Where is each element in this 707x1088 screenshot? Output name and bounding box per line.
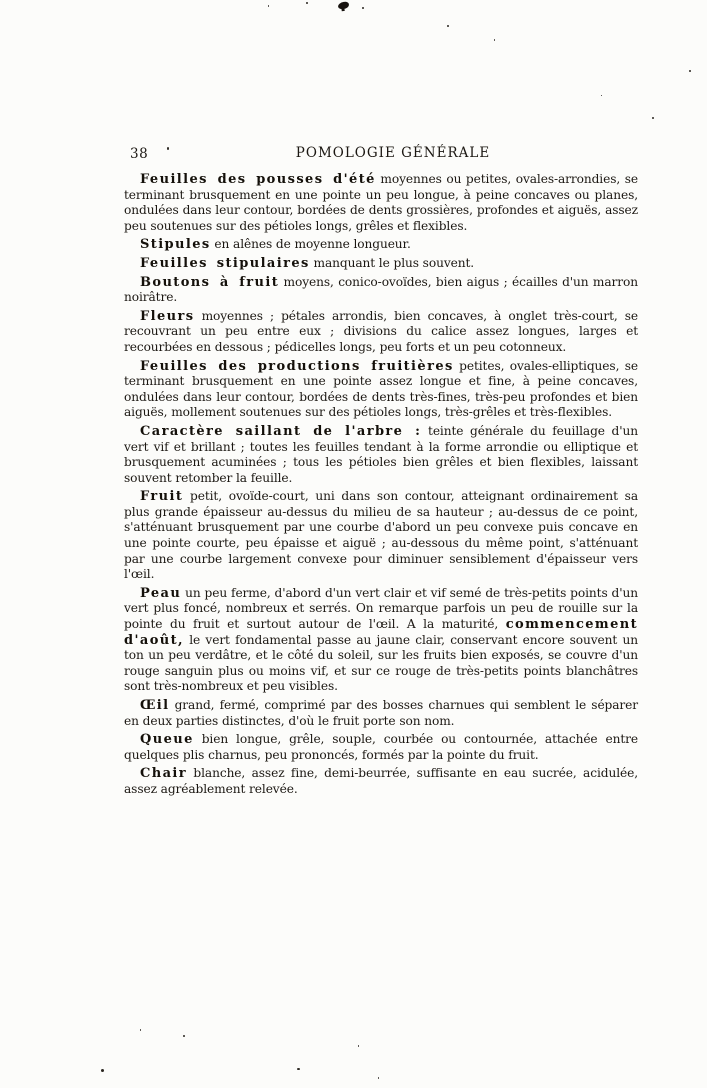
ink-speck (183, 1035, 185, 1037)
ink-speck (601, 95, 602, 96)
ink-speck (268, 5, 269, 7)
ink-speck (378, 1077, 379, 1079)
entry-stipules (124, 237, 638, 253)
entry-bold-inline: commencement d'août, (124, 617, 639, 648)
entry-term: Chair (140, 766, 188, 782)
entry-boutons-a-fruit (124, 275, 638, 306)
ink-blot (338, 1, 350, 9)
entry-feuilles-stipulaires (124, 256, 638, 272)
entry-term: Feuilles des pousses d'été (140, 172, 376, 187)
entry-term: Fleurs (140, 308, 195, 324)
ink-speck (297, 1068, 300, 1070)
entry-term: Fruit (140, 489, 184, 505)
entry-feuilles-des-pousses-dete (124, 172, 638, 234)
entry-term: Caractère saillant de l'arbre : (140, 423, 422, 439)
entry-term: Œil (140, 698, 170, 713)
entry-queue (124, 732, 638, 763)
running-title: POMOLOGIE GÉNÉRALE (295, 145, 491, 161)
entry-term: Queue (140, 732, 194, 748)
entry-text: bien longue, grêle, souple, courbée ou contournée, attachée entre quelques plis charnus, peu prononcés, formés par la pointe du fruit. (124, 732, 638, 762)
entry-term: Stipules (140, 237, 211, 253)
ink-speck (494, 39, 495, 41)
ink-speck (358, 1045, 359, 1047)
entry-text: moyens, conico-ovoïdes, bien aigus ; écailles d'un marron noirâtre. (124, 274, 638, 305)
ink-speck (101, 1069, 104, 1072)
ink-speck (140, 1029, 141, 1031)
ink-speck (362, 7, 364, 9)
entry-term: Peau (140, 585, 182, 601)
text-block (124, 172, 638, 798)
entry-text: en alênes de moyenne longueur. (214, 237, 411, 252)
entry-feuilles-des-productions-fruitieres (124, 359, 638, 421)
ink-speck (652, 117, 654, 119)
entry-term: Feuilles des productions fruitières (140, 358, 454, 374)
entry-chair (124, 766, 638, 797)
entry-term: Boutons à fruit (140, 274, 280, 290)
ink-speck (689, 70, 691, 72)
entry-text: petites, ovales-elliptiques, se terminant brusquement en une pointe assez longue et fine, à peine concaves, ondulées dans leur contour, bordées de dents très-fines, très-peu profondes et bien aiguës, mollement soutenues sur des pétioles longs, très-grêles et très-flexibles. (124, 358, 639, 420)
entry-text: manquant le plus souvent. (313, 255, 475, 270)
entry-text: un peu ferme, d'abord d'un vert clair et vif semé de très-petits points d'un vert plus foncé, nombreux et serrés. On remarque parfois un peu de rouille sur la pointe du fruit et surtout autour de l'œil. A la maturité, (124, 585, 639, 632)
entry-caractere-saillant-de-larbre (124, 424, 638, 486)
entry-text: petit, ovoïde-court, uni dans son contour, atteignant ordinairement sa plus grande épaisseur au-dessus du milieu de sa hauteur ; au-dessus de ce point, s'atténuant brusquement par une courbe d'abord un peu convexe puis concave en une pointe courte, peu épaisse et aiguë ; au-dessous du même point, s'atténuant par une courbe largement convexe pour diminuer sensiblement d'épaisseur vers l'œil. (124, 489, 638, 582)
ink-speck (306, 2, 308, 4)
page-header (124, 146, 638, 161)
entry-text: moyennes ; pétales arrondis, bien concaves, à onglet très-court, se recouvrant un peu entre eux ; divisions du calice assez longues, larges et recourbées en dessous ; pédicelles longs, peu forts et un peu cotonneux. (124, 308, 638, 354)
entry-text: moyennes ou petites, ovales-arrondies, se terminant brusquement en une pointe un peu longue, à peine concaves ou planes, ondulées dans leur contour, bordées de dents grossières, profondes et aiguës, assez peu soutenues sur des pétioles longs, grêles et flexibles. (124, 172, 638, 233)
entry-text-after: le vert fondamental passe au jaune clair, conservant encore souvent un ton un peu verdâtre, et le côté du soleil, sur les fruits bien exposés, se couvre d'un rouge sanguin plus ou moins vif, et sur ce rouge de très-petits points blanchâtres sont très-nombreux et peu visibles. (124, 632, 638, 694)
ink-speck (447, 25, 449, 27)
entry-fleurs (124, 309, 638, 356)
entry-text: grand, fermé, comprimé par des bosses charnues qui semblent le séparer en deux parties distinctes, d'où le fruit porte son nom. (124, 698, 638, 728)
entry-text: teinte générale du feuillage d'un vert vif et brillant ; toutes les feuilles tendant à la forme arrondie ou elliptique et brusquement acuminées ; tous les pétioles bien grêles et bien flexibles, laissant souvent retomber la feuille. (124, 423, 638, 485)
entry-oeil (124, 698, 638, 729)
entry-term: Feuilles stipulaires (140, 255, 310, 271)
page-number: 38 (130, 146, 149, 162)
entry-text: blanche, assez fine, demi-beurrée, suffisante en eau sucrée, acidulée, assez agréablement relevée. (124, 766, 638, 796)
entry-fruit (124, 489, 638, 583)
entry-peau (124, 586, 638, 695)
